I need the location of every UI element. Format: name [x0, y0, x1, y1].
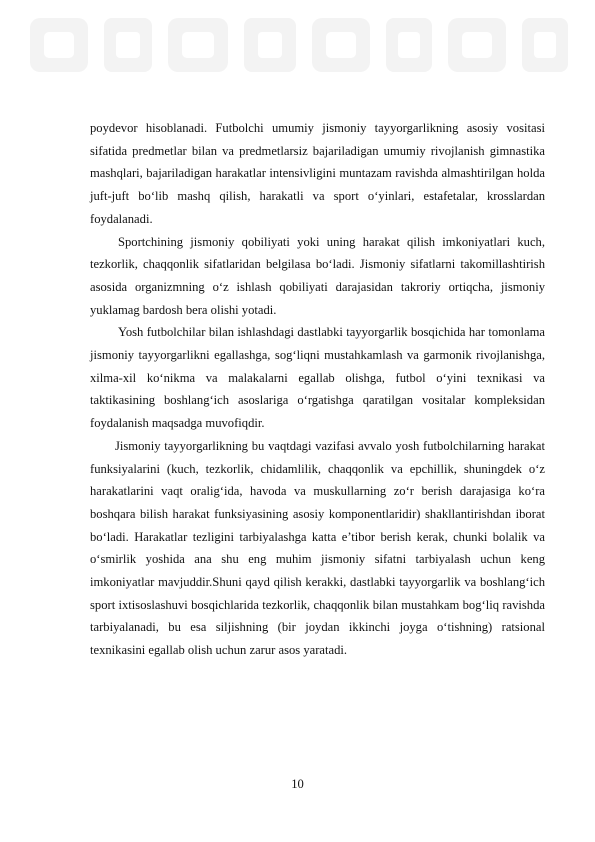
- paragraph-4: Jismoniy tayyorgarlikning bu vaqtdagi vazifasi avvalo yosh futbolchilarning harakat funksiyalarini (kuch, tezkorlik, chidamlilik, chaqqonlik va epchillik, shuningdek o‘z harakatlarini vaqt oralig‘ida, havoda va muskullarning zo‘r berish darajasiga ko‘ra boshqara bilish harakat funksiyasining asosiy komponentlaridir) shakllantirishdan iborat bo‘ladi. Harakatlar tezligini tarbiyalashga katta e’tibor berish kerak, chunki bolalik va o‘smirlik yoshida ana shu eng muhim jismoniy sifatni tarbiyalash uchun keng imkoniyatlar mavjuddir.Shuni qayd qilish kerakki, dastlabki tayyorgarlik va boshlang‘ich sport ixtisoslashuvi bosqichlarida tezkorlik, chaqqonlik bilan mustahkam bog‘liq ravishda tarbiyalanadi, bu esa siljishning (bir joydan ikkinchi joyga o‘tishning) ratsional texnikasini egallab olish uchun zarur asos yaratadi.: [90, 438, 545, 658]
- paragraph-2: Sportchining jismoniy qobiliyati yoki uning harakat qilish imkoniyatlari kuch, tezkorlik, chaqqonlik sifatlaridan belgilasa bo‘ladi. Jismoniy sifatlarni takomillashtirish asosida organizmning o‘z ishlash qobiliyati darajasidan takroriy ortiqcha, jismoniy yuklamag bardosh bera olishi yotadi.: [90, 234, 545, 317]
- watermark: [0, 0, 595, 100]
- paragraph-3: Yosh futbolchilar bilan ishlashdagi dastlabki tayyorgarlik bosqichida har tomonlama jismoniy tayyorgarlikni egallashga, sog‘liqni mustahkamlash va garmonik rivojlanishga, xilma-xil ko‘nikma va malakalarni egallab olishga, futbol o‘yini texnikasi va taktikasining boshlang‘ich asoslariga o‘rgatishga qaratilgan vositalar kompleksidan foydalanish maqsadga muvofiqdir.: [90, 325, 545, 431]
- watermark-graphic: [0, 0, 595, 100]
- page-number: 10: [291, 777, 304, 791]
- paragraph-1: poydevor hisoblanadi. Futbolchi umumiy jismoniy tayyorgarlikning asosiy vositasi sifatida predmetlar bilan va predmetlarsiz bajariladigan umumiy rivojlanish gimnastika mashqlari, bajariladigan harakatlar intensivligini muntazam ravishda almashtirilgan holda juft-juft bo‘lib mashq qilish, harakatli va sport o‘yinlari, estafetalar, krosslardan foydalanadi.: [90, 121, 545, 226]
- body-text: [90, 117, 545, 662]
